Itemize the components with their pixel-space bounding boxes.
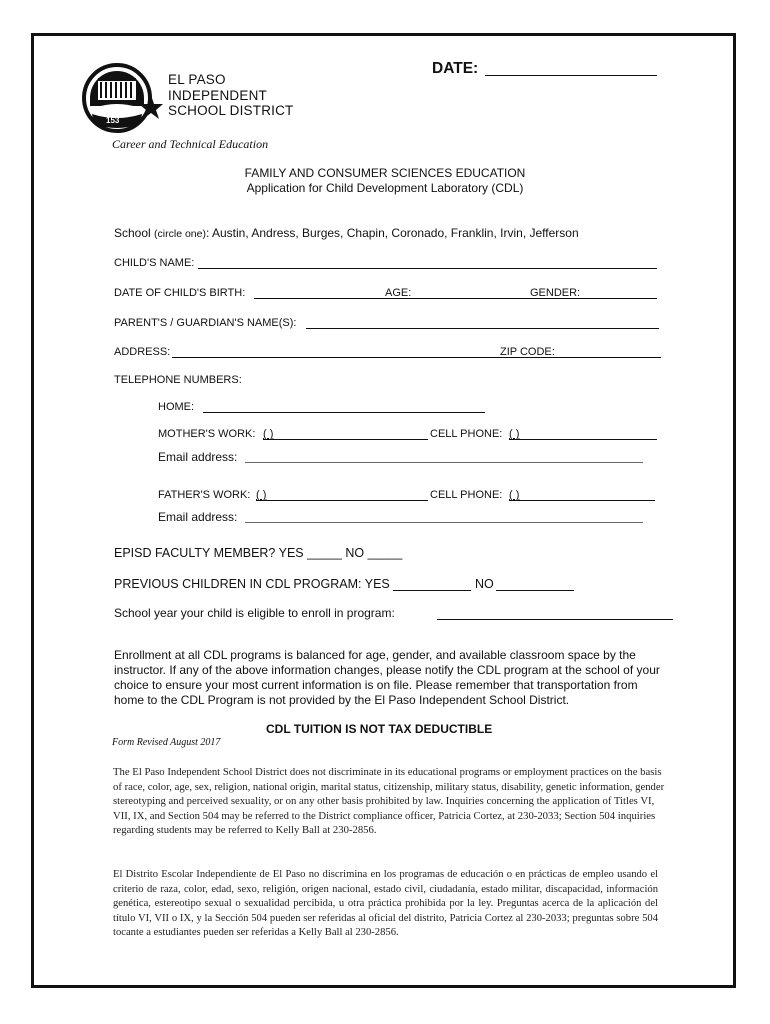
svg-text:153: 153 [106,116,120,125]
parent-field[interactable] [306,328,659,329]
fathers-cell-field[interactable] [509,500,655,501]
fathers-email-label: Email address: [158,510,238,524]
mothers-cell-field[interactable] [509,439,657,440]
school-row [114,226,579,240]
form-title: FAMILY AND CONSUMER SCIENCES EDUCATION [244,166,526,180]
district-name-line-3: SCHOOL DISTRICT [168,103,294,118]
home-phone-label: HOME: [158,401,195,413]
school-year-field[interactable] [437,619,673,620]
district-seal-logo [80,60,164,138]
mothers-email-field[interactable] [245,462,643,463]
mothers-cell-area-code: ( ) [509,428,520,440]
form-revised-date: Form Revised August 2017 [112,737,221,748]
age-label: AGE: [385,287,412,299]
fathers-cell-label: CELL PHONE: [430,489,503,501]
telephone-heading: TELEPHONE NUMBERS: [114,374,242,386]
previous-children-label: PREVIOUS CHILDREN IN CDL PROGRAM: YES [114,577,390,591]
district-name-line-2: INDEPENDENT [168,87,267,103]
address-label: ADDRESS: [114,346,171,358]
child-name-label: CHILD'S NAME: [114,257,195,269]
address-field[interactable] [172,357,661,358]
mothers-cell-label: CELL PHONE: [430,428,503,440]
parent-label: PARENT'S / GUARDIAN'S NAME(S): [114,317,297,329]
gender-label: GENDER: [530,287,581,299]
previous-no-label: NO [475,577,494,591]
mothers-work-field[interactable] [263,439,428,440]
child-name-field[interactable] [198,268,657,269]
department-name: Career and Technical Education [112,137,269,151]
fathers-email-field[interactable] [245,522,643,523]
nondiscrimination-english: The El Paso Independent School District does not discriminate in its educational programs or employment practices on the basis of race, color, age, sex, religion, national origin, marital status, citizenship, military status, disability, genetic information, gender stereotyping and perceived sexuality, or on any other basis prohibited by law. Inquiries concerning the application of Titles VI, VII, IX, and Section 504 may be referred to the District compliance officer, Patricia Cortez, at 230-2033; Section 504 inquiries regarding students may be referred to Kelly Ball at 230-2856. [113,766,665,837]
fathers-work-field[interactable] [256,500,428,501]
school-label: School [114,226,151,240]
previous-no-field[interactable] [496,590,574,591]
dob-age-gender-field[interactable] [254,298,657,299]
zip-label: ZIP CODE: [500,346,555,358]
dob-label: DATE OF CHILD'S BIRTH: [114,287,246,299]
mothers-area-code: ( ) [263,428,274,440]
home-phone-field[interactable] [203,412,485,413]
school-year-label: School year your child is eligible to enroll in program: [114,606,395,620]
mothers-email-label: Email address: [158,450,238,464]
nondiscrimination-spanish: El Distrito Escolar Independiente de El Paso no discrimina en los programas de educación o en prácticas de empleo usando el criterio de raza, color, edad, sexo, religión, origen nacional, estado civil, ciudadanía, estado militar, discapacidad, información genética, estereotipo sexual o sexualidad percibida, u otra práctica prohibida por la ley. Preguntas acerca de la aplicación del título VI, VII o IX, y la Sección 504 pueden ser referidas al oficial del distrito, Patricia Cortez al 230-2033; preguntas sobre 504 tocante a estudiantes pueden ser referidas a Kelly Ball al 230-2856. [113,869,658,939]
faculty-question[interactable]: EPISD FACULTY MEMBER? YES _____ NO _____ [114,546,403,560]
fathers-work-label: FATHER'S WORK: [158,489,251,501]
previous-yes-field[interactable] [393,590,471,591]
fathers-area-code: ( ) [256,489,267,501]
school-hint: (circle one) [154,228,206,240]
mothers-work-label: MOTHER'S WORK: [158,428,256,440]
district-name-line-1: EL PASO [168,72,226,87]
date-label: DATE: [432,60,479,77]
date-field[interactable] [485,75,657,76]
district-name [168,72,294,119]
fathers-cell-area-code: ( ) [509,489,520,501]
tuition-notice: CDL TUITION IS NOT TAX DEDUCTIBLE [266,722,493,736]
form-subtitle: Application for Child Development Laboratory (CDL) [246,181,524,195]
enrollment-notice: Enrollment at all CDL programs is balanced for age, gender, and available classroom space by the instructor. If any of the above information changes, please notify the CDL program at the school of your choice to ensure your most current information is on file. Please remember that transportation from home to the CDL Program is not provided by the El Paso Independent School District. [114,648,660,707]
school-options[interactable]: : Austin, Andress, Burges, Chapin, Coronado, Franklin, Irvin, Jefferson [205,226,579,240]
